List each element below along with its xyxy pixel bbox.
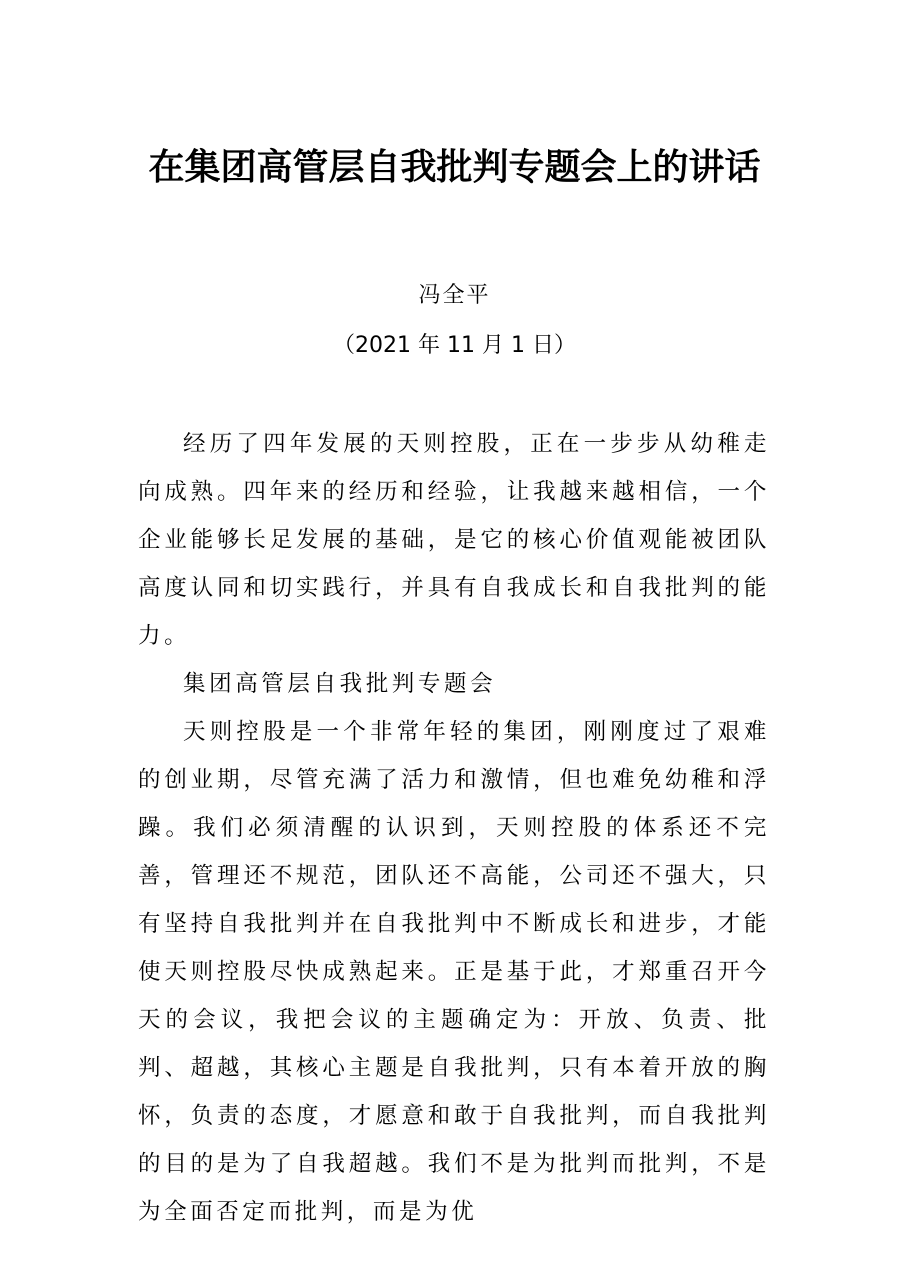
document-body (138, 420, 770, 1236)
document-author: 冯全平 (418, 283, 491, 308)
document-title: 在集团高管层自我批判专题会上的讲话 (148, 146, 761, 188)
paragraph: 天则控股是一个非常年轻的集团，刚刚度过了艰难的创业期，尽管充满了活力和激情，但也难免幼稚和浮躁。我们必须清醒的认识到，天则控股的体系还不完善，管理还不规范，团队还不高能，公司还不强大，只有坚持自我批判并在自我批判中不断成长和进步，才能使天则控股尽快成熟起来。正是基于此，才郑重召开今天的会议，我把会议的主题确定为：开放、负责、批判、超越，其核心主题是自我批判，只有本着开放的胸怀，负责的态度，才愿意和敢于自我批判，而自我批判的目的是为了自我超越。我们不是为批判而批判，不是为全面否定而批判，而是为优 (138, 719, 770, 1225)
paragraph: 集团高管层自我批判专题会 (183, 671, 497, 697)
document-date: （2021 年 11 月 1 日） (333, 333, 576, 358)
paragraph: 经历了四年发展的天则控股，正在一步步从幼稚走向成熟。四年来的经历和经验，让我越来越相信，一个企业能够长足发展的基础，是它的核心价值观能被团队高度认同和切实践行，并具有自我成长和自我批判的能力。 (138, 431, 770, 649)
